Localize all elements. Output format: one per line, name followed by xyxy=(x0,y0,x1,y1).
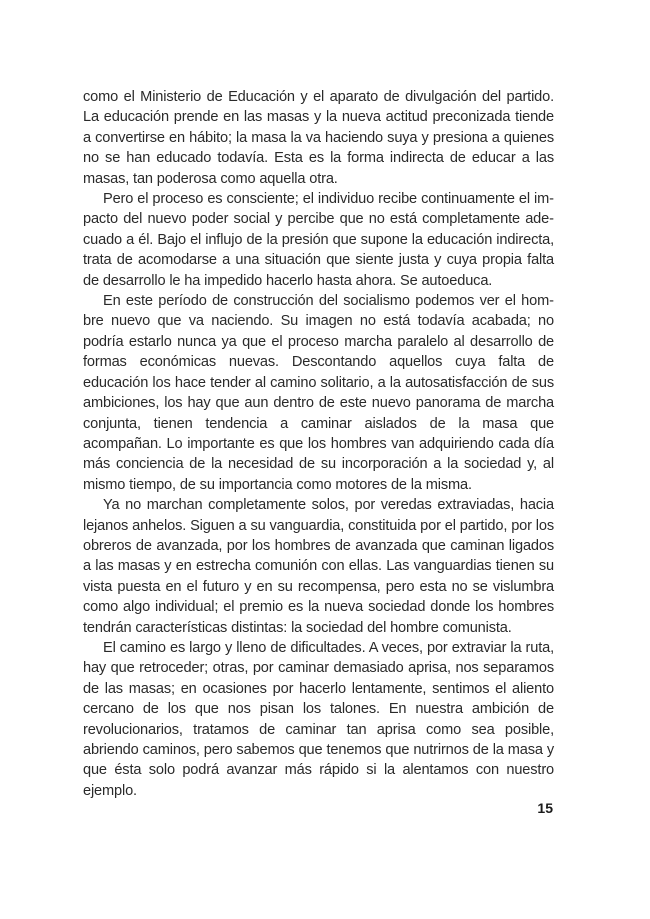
page-number: 15 xyxy=(537,800,553,816)
paragraph: Pero el proceso es consciente; el individuo recibe continuamente el impacto del nuevo poder social y percibe que no está completamente adecuado a él. Bajo el influjo de la presión que supone la educación indirecta, trata de acomodarse a una situación que siente justa y cuya propia falta de desarrollo le ha impedido hacerlo hasta ahora. Se autoeduca. xyxy=(83,191,554,289)
body-text xyxy=(83,87,554,801)
paragraph: En este período de construcción del socialismo podemos ver el hombre nuevo que va naciendo. Su imagen no está todavía acabada; no podría estarlo nunca ya que el proceso marcha paralelo al desarrollo de formas económicas nuevas. Descontando aquellos cuya falta de educación los hace tender al camino solitario, a la autosatisfacción de sus ambiciones, los hay que aun dentro de este nuevo panorama de marcha conjunta, tienen tendencia a caminar aislados de la masa que acompañan. Lo importante es que los hombres van adquiriendo cada día más conciencia de la necesidad de su incorporación a la sociedad y, al mismo tiempo, de su importancia como motores de la misma. xyxy=(83,293,554,493)
paragraph: como el Ministerio de Educación y el aparato de divulgación del partido. La educación prende en las masas y la nueva actitud preconizada tiende a convertirse en hábito; la masa la va haciendo suya y presiona a quienes no se han educado todavía. Esta es la forma indirecta de educar a las masas, tan poderosa como aquella otra. xyxy=(83,89,554,187)
paragraph: El camino es largo y lleno de dificultades. A veces, por extraviar la ruta, hay que retroceder; otras, por caminar demasiado aprisa, nos separamos de las masas; en ocasiones por hacerlo lentamente, sentimos el aliento cercano de los que nos pisan los talones. En nuestra ambición de revolucionarios, tratamos de caminar tan aprisa como sea posible, abriendo caminos, pero sabemos que tenemos que nutrirnos de la masa y que ésta solo podrá avanzar más rápido si la alentamos con nuestro ejemplo. xyxy=(83,639,554,799)
paragraph: Ya no marchan completamente solos, por veredas extraviadas, hacia lejanos anhelos. Siguen a su vanguardia, constituida por el partido, por los obreros de avanzada, por los hombres de avanzada que caminan ligados a las masas y en estrecha comunión con ellas. Las vanguardias tienen su vista puesta en el futuro y en su recompensa, pero esta no se vislumbra como algo individual; el premio es la nueva sociedad donde los hombres tendrán características distintas: la sociedad del hombre comunista. xyxy=(83,497,554,636)
